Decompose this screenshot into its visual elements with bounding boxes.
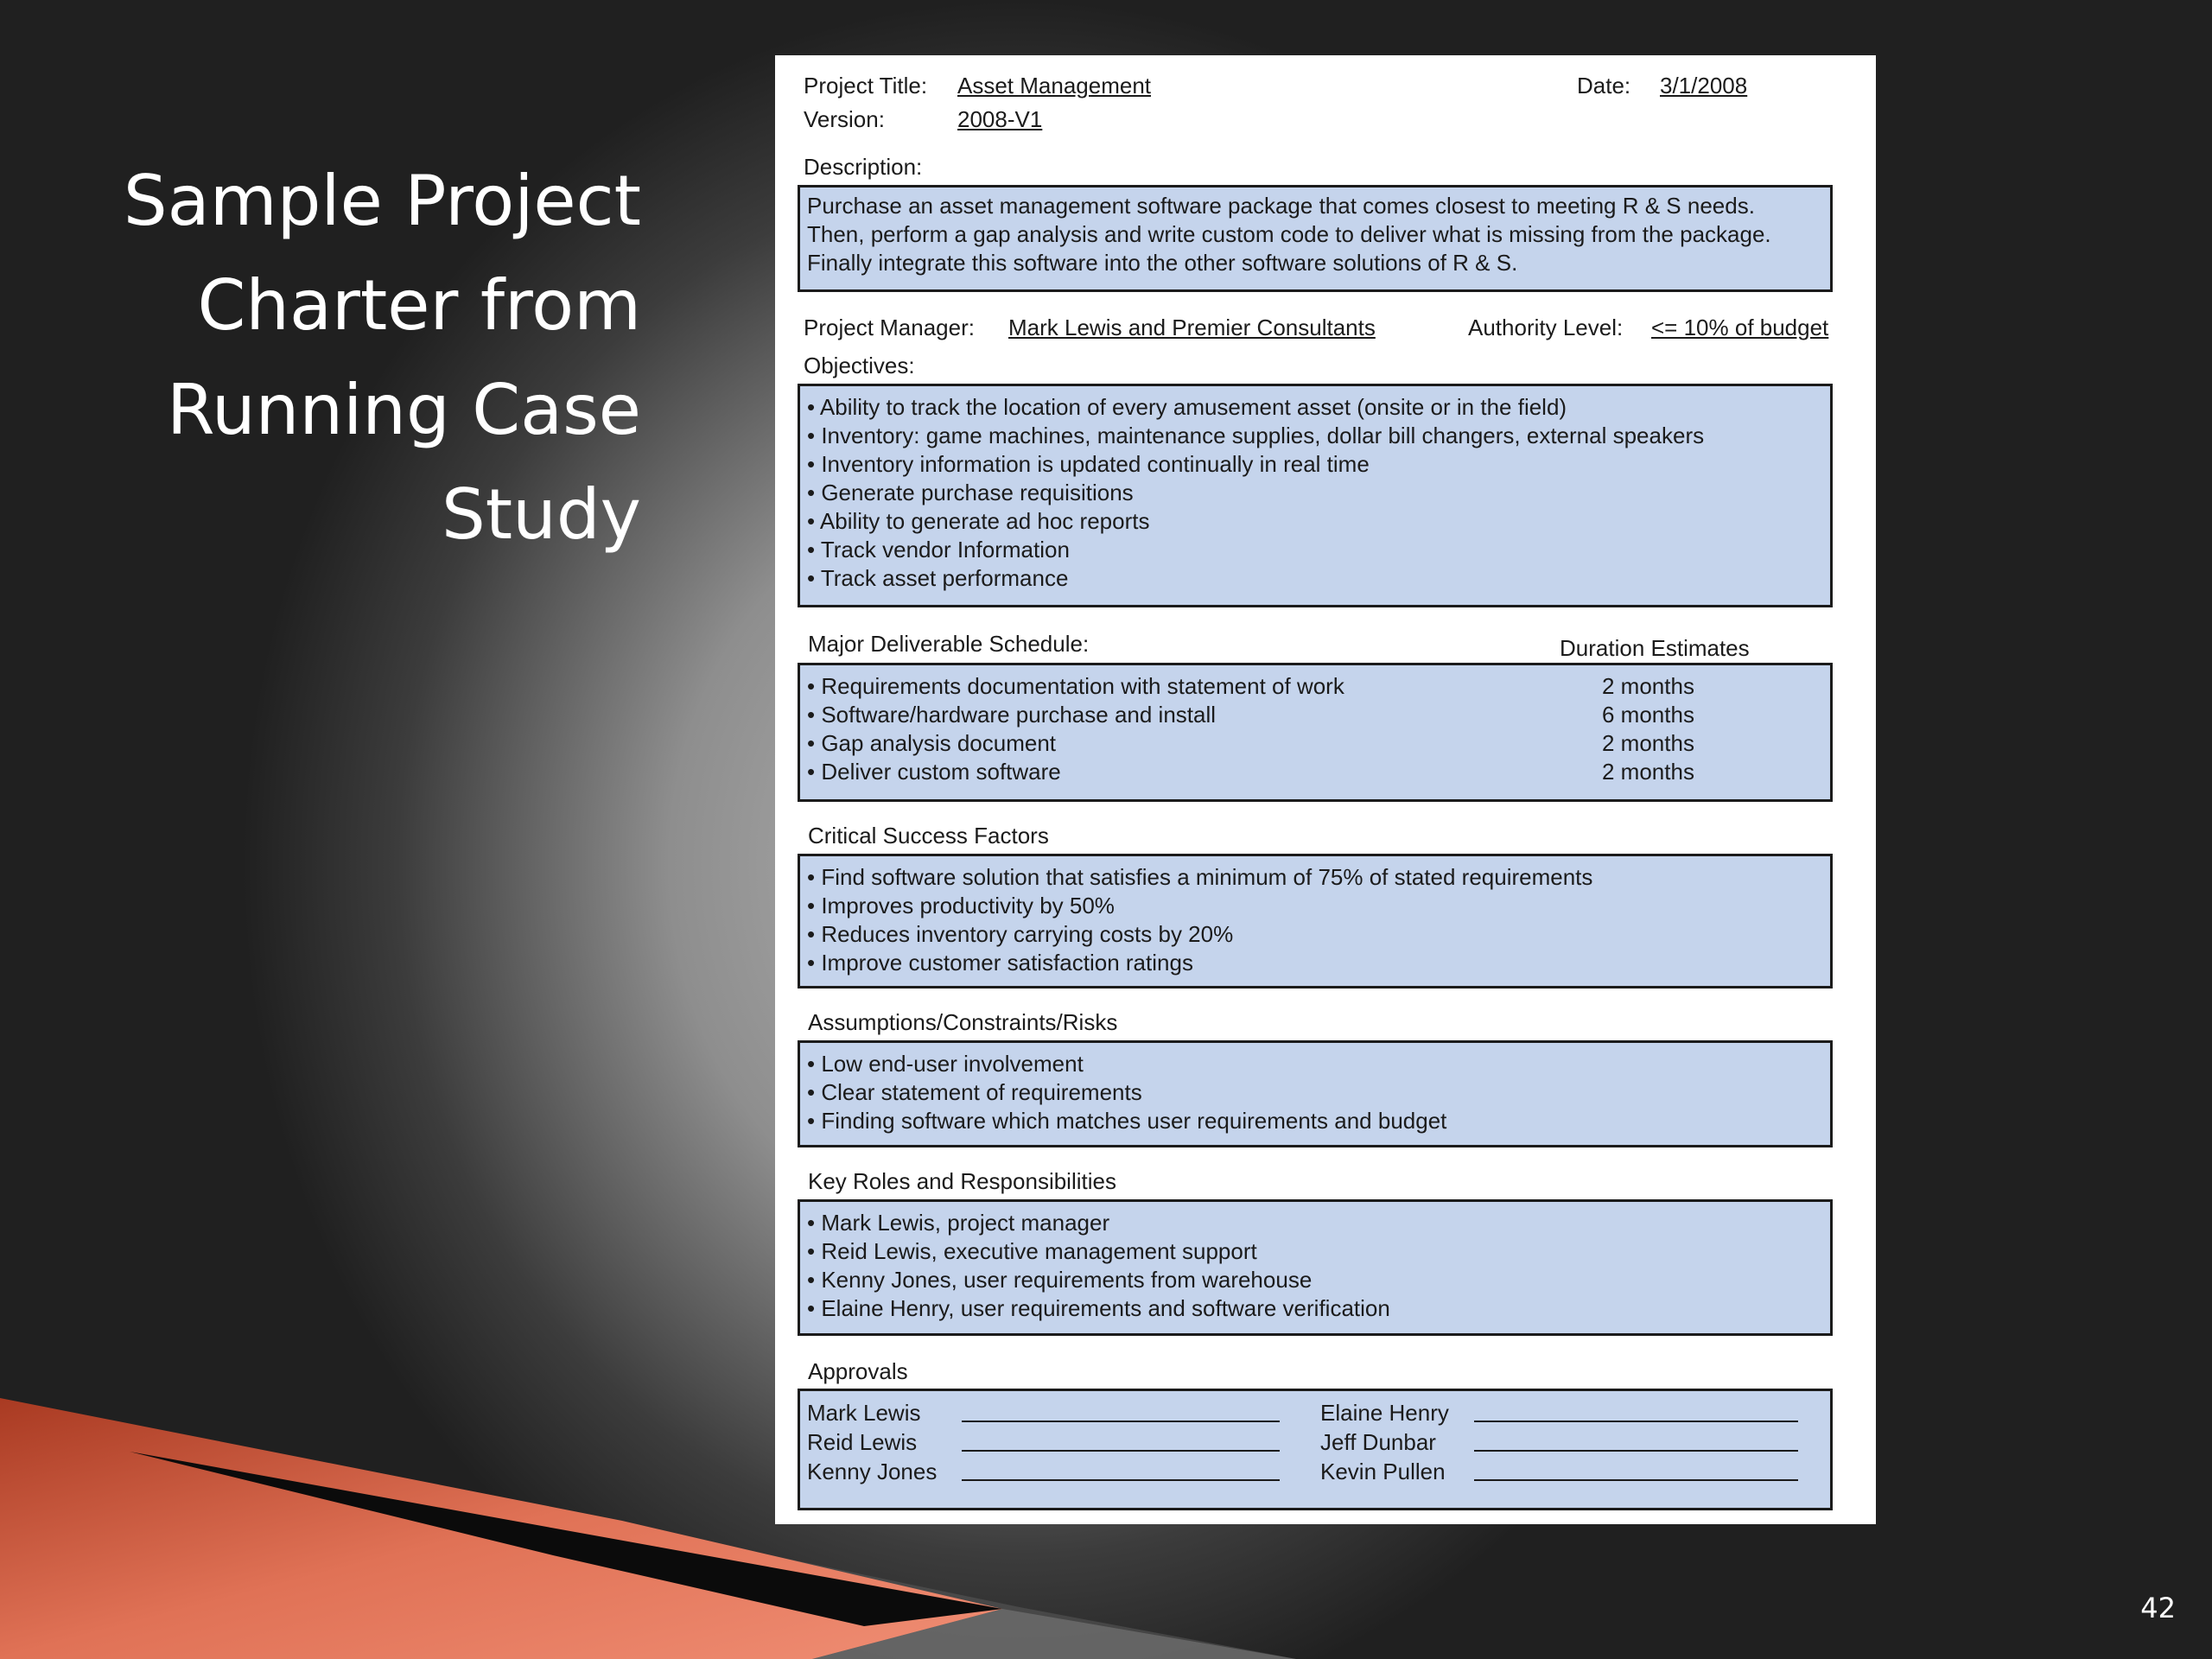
approver-name: Kevin Pullen (1320, 1459, 1446, 1484)
project-charter-document (775, 55, 1876, 1524)
role-item: • Elaine Henry, user requirements and software verification (807, 1295, 1390, 1321)
assumptions-box (798, 1040, 1833, 1147)
schedule-row (807, 672, 1823, 701)
duration: 2 months (1602, 673, 1694, 699)
project-title-label: Project Title: (804, 73, 928, 99)
description-label: Description: (804, 154, 923, 180)
critical-success-factors-label: Critical Success Factors (808, 823, 1049, 849)
description-box (798, 185, 1833, 292)
approver-name: Elaine Henry (1320, 1400, 1449, 1426)
approver-name: Kenny Jones (807, 1459, 938, 1484)
duration: 2 months (1602, 759, 1694, 785)
duration-estimates-label: Duration Estimates (1560, 635, 1750, 661)
date-label: Date: (1577, 73, 1631, 99)
signature-line[interactable] (962, 1479, 1280, 1481)
approval-row (800, 1398, 1830, 1427)
objective-item: • Ability to track the location of every amusement asset (onsite or in the field) (807, 394, 1567, 420)
schedule-label: Major Deliverable Schedule: (808, 631, 1090, 657)
approver-name: Mark Lewis (807, 1400, 921, 1426)
role-item: • Kenny Jones, user requirements from warehouse (807, 1267, 1313, 1293)
signature-line[interactable] (1474, 1421, 1798, 1422)
approval-row (800, 1427, 1830, 1457)
csf-item: • Reduces inventory carrying costs by 20% (807, 921, 1234, 947)
deliverable: • Gap analysis document (807, 730, 1057, 756)
objectives-label: Objectives: (804, 353, 915, 378)
approver-name: Jeff Dunbar (1320, 1429, 1436, 1455)
slide-title-line: Sample Project (123, 161, 641, 241)
signature-line[interactable] (962, 1421, 1280, 1422)
project-manager-label: Project Manager: (804, 315, 975, 340)
objective-item: • Ability to generate ad hoc reports (807, 508, 1150, 534)
csf-item: • Improves productivity by 50% (807, 893, 1115, 918)
description-line: Purchase an asset management software package that comes closest to meeting R & S needs. (807, 193, 1755, 219)
assumption-item: • Clear statement of requirements (807, 1079, 1142, 1105)
key-roles-box (798, 1199, 1833, 1336)
version-label: Version: (804, 106, 885, 132)
slide-number: 42 (2140, 1592, 2176, 1624)
objective-item: • Generate purchase requisitions (807, 480, 1134, 505)
key-roles-label: Key Roles and Responsibilities (808, 1168, 1116, 1194)
assumptions-label: Assumptions/Constraints/Risks (808, 1009, 1118, 1035)
schedule-box (798, 663, 1833, 802)
objective-item: • Inventory information is updated continually in real time (807, 451, 1370, 477)
signature-line[interactable] (962, 1450, 1280, 1452)
signature-line[interactable] (1474, 1479, 1798, 1481)
signature-line[interactable] (1474, 1450, 1798, 1452)
critical-success-factors-box (798, 854, 1833, 988)
objectives-box (798, 384, 1833, 607)
deliverable: • Requirements documentation with statement of work (807, 673, 1344, 699)
authority-level-value: <= 10% of budget (1651, 315, 1829, 340)
version-value: 2008-V1 (957, 106, 1043, 132)
deliverable: • Deliver custom software (807, 759, 1061, 785)
deliverable: • Software/hardware purchase and install (807, 702, 1217, 728)
duration: 6 months (1602, 702, 1694, 728)
schedule-row (807, 701, 1823, 729)
authority-level-label: Authority Level: (1468, 315, 1624, 340)
objective-item: • Track asset performance (807, 565, 1069, 591)
slide-title (36, 149, 641, 567)
approvals-grid (800, 1398, 1830, 1486)
objective-item: • Track vendor Information (807, 537, 1070, 563)
schedule-row (807, 729, 1823, 758)
project-manager-value: Mark Lewis and Premier Consultants (1008, 315, 1376, 340)
date-value: 3/1/2008 (1660, 73, 1748, 99)
description-line: Then, perform a gap analysis and write custom code to deliver what is missing from the package. (807, 221, 1771, 247)
csf-item: • Improve customer satisfaction ratings (807, 950, 1193, 976)
assumption-item: • Finding software which matches user requirements and budget (807, 1108, 1447, 1134)
description-line: Finally integrate this software into the other software solutions of R & S. (807, 250, 1518, 276)
approvals-label: Approvals (808, 1358, 908, 1384)
csf-item: • Find software solution that satisfies a minimum of 75% of stated requirements (807, 864, 1593, 890)
project-title-value: Asset Management (957, 73, 1152, 99)
slide-title-line: Study (442, 474, 641, 555)
schedule-row (807, 758, 1823, 786)
assumption-item: • Low end-user involvement (807, 1051, 1084, 1077)
slide-title-line: Charter from (197, 265, 641, 346)
objective-item: • Inventory: game machines, maintenance supplies, dollar bill changers, external speakers (807, 423, 1705, 448)
role-item: • Mark Lewis, project manager (807, 1210, 1110, 1236)
slide-title-line: Running Case (166, 370, 641, 450)
duration: 2 months (1602, 730, 1694, 756)
approval-row (800, 1457, 1830, 1486)
approvals-box (798, 1389, 1833, 1510)
role-item: • Reid Lewis, executive management support (807, 1238, 1257, 1264)
approver-name: Reid Lewis (807, 1429, 918, 1455)
